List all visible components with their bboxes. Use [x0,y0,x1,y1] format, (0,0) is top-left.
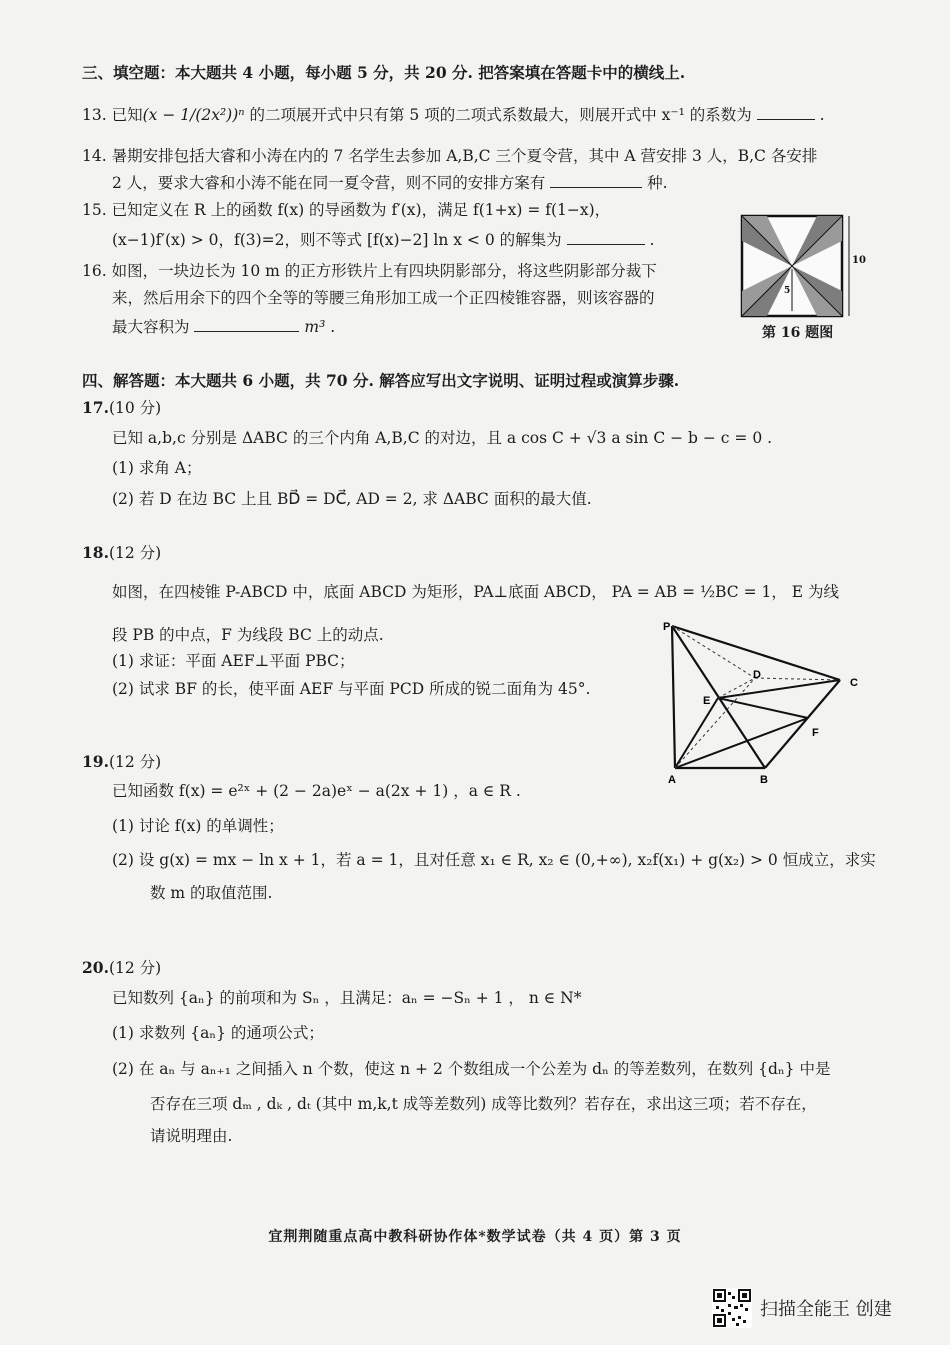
q18-line-1: 如图，在四棱锥 P-ABCD 中，底面 ABCD 为矩形，PA⊥底面 ABCD， PA = AB = ½BC = 1， E 为线 [112,583,840,601]
q19-score: (12 分) [108,753,162,771]
q17-part-2: (2) 若 D 在边 BC 上且 BD⃗ = DC⃗, AD = 2, 求 ΔABC 面积的最大值. [112,490,592,508]
q15-number: 15. [82,201,107,219]
q19-part-1: (1) 讨论 f(x) 的单调性； [112,817,284,835]
q17-score: (10 分) [108,399,162,417]
q18-part-2: (2) 试求 BF 的长，使平面 AEF 与平面 PCD 所成的锐二面角为 45°. [112,680,591,698]
q14-line2: 2 人，要求大睿和小涛不能在同一夏令营，则不同的安排方案有 [112,174,546,192]
q20-number: 20. [82,958,109,977]
q15-line2: (x−1)f′(x) > 0，f(3)=2，则不等式 [f(x)−2] ln x < 0 的解集为 [112,231,562,249]
question-17-title [82,397,910,419]
q13-expression: (x − 1/(2x²))ⁿ [142,106,245,124]
q15-line1: 已知定义在 R 上的函数 f(x) 的导函数为 f′(x)，满足 f(1+x) = f(1−x)， [111,201,611,219]
q18-score: (12 分) [108,544,162,562]
q18-label-A: A [668,774,676,786]
q18-part-1: (1) 求证：平面 AEF⊥平面 PBC； [112,652,355,670]
q16-number: 16. [82,262,107,280]
q20-stem: 已知数列 {aₙ} 的前项和为 Sₙ ，且满足：aₙ = −Sₙ + 1 ， n ∈ N* [112,989,582,1007]
q20-part-1: (1) 求数列 {aₙ} 的通项公式； [112,1024,324,1042]
page-footer: 宜荆荆随重点高中教科研协作体*数学试卷（共 4 页）第 3 页 [268,1229,682,1245]
q17-part-1: (1) 求角 A； [112,459,202,477]
question-19-title [82,751,910,773]
q19-number: 19. [82,752,109,771]
q18-label-D: D [753,669,761,681]
section-4-header: 四、解答题：本大题共 6 小题，共 70 分. 解答应写出文字说明、证明过程或演算步骤. [82,371,680,390]
q16-answer-blank [194,316,299,332]
q16-unit: m³ . [304,318,336,336]
q13-answer-blank [757,104,815,120]
q14-end: 种. [647,174,668,192]
q18-label-P: P [663,621,671,633]
q20-part-2-cont: 否存在三项 dₘ , dₖ , dₜ (其中 m,k,t 成等差数列) 成等比数列？若存在，求出这三项；若不存在， [150,1095,817,1113]
q16-figure-caption: 第 16 题图 [762,325,834,341]
q18-label-E: E [703,695,711,707]
question-13 [82,104,910,126]
q13-pre: 已知 [111,106,143,124]
q13-text: 的二项展开式中只有第 5 项的二项式系数最大，则展开式中 x⁻¹ 的系数为 [244,106,752,124]
q18-edge-PA [672,626,675,768]
q16-side-label: 10 [852,255,866,266]
scanner-watermark-text: 扫描全能王 创建 [760,1299,892,1320]
q14-answer-blank [550,172,642,188]
q18-edge-EC [718,680,840,698]
q18-label-C: C [850,677,858,689]
q20-part-2-cont-2: 请说明理由. [150,1127,233,1145]
qr-code-icon [712,1288,752,1328]
q19-stem: 已知函数 f(x) = e²ˣ + (2 − 2a)eˣ − a(2x + 1) ，a ∈ R . [112,782,521,800]
q16-inner-label: 5 [784,286,791,296]
q14-line1: 暑期安排包括大睿和小涛在内的 7 名学生去参加 A,B,C 三个夏令营，其中 A 营安排 3 人，B,C 各安排 [111,147,818,165]
question-14-line-2 [112,172,910,194]
q14-number: 14. [82,147,107,165]
q15-end: . [649,231,655,249]
q16-line3: 最大容积为 [112,318,190,336]
q13-number: 13. [82,106,107,124]
q17-number: 17. [82,398,109,417]
q18-edge-PD [672,626,755,678]
q16-line1: 如图，一块边长为 10 m 的正方形铁片上有四块阴影部分，将这些阴影部分裁下 [111,262,657,280]
scanner-watermark [712,1288,892,1328]
q19-part-2: (2) 设 g(x) = mx − ln x + 1，若 a = 1，且对任意 x₁ ∈ R, x₂ ∈ (0,+∞), x₂f(x₁) + g(x₂) > 0 恒成立，求实 [112,851,876,869]
question-18-title [82,542,910,564]
q15-answer-blank [567,229,645,245]
q17-stem: 已知 a,b,c 分别是 ΔABC 的三个内角 A,B,C 的对边，且 a cos C + √3 a sin C − b − c = 0 . [112,429,773,447]
section-3-header: 三、填空题：本大题共 4 小题，每小题 5 分，共 20 分. 把答案填在答题卡中的横线上. [82,63,686,82]
q16-line2: 来，然后用余下的四个全等的等腰三角形加工成一个正四棱锥容器，则该容器的 [112,289,655,307]
q18-edge-DC [755,678,840,680]
q18-label-F: F [812,727,819,739]
q13-end: . [819,106,825,124]
q20-part-2: (2) 在 aₙ 与 aₙ₊₁ 之间插入 n 个数，使这 n + 2 个数组成一个公差为 dₙ 的等差数列，在数列 {dₙ} 中是 [112,1060,831,1078]
q19-part-2-cont: 数 m 的取值范围. [150,884,273,902]
question-20-title [82,957,910,979]
q18-number: 18. [82,543,109,562]
question-14-line-1 [82,145,910,167]
q18-line-2: 段 PB 的中点，F 为线段 BC 上的动点. [112,626,384,644]
q20-score: (12 分) [108,959,162,977]
q18-label-B: B [760,774,768,786]
